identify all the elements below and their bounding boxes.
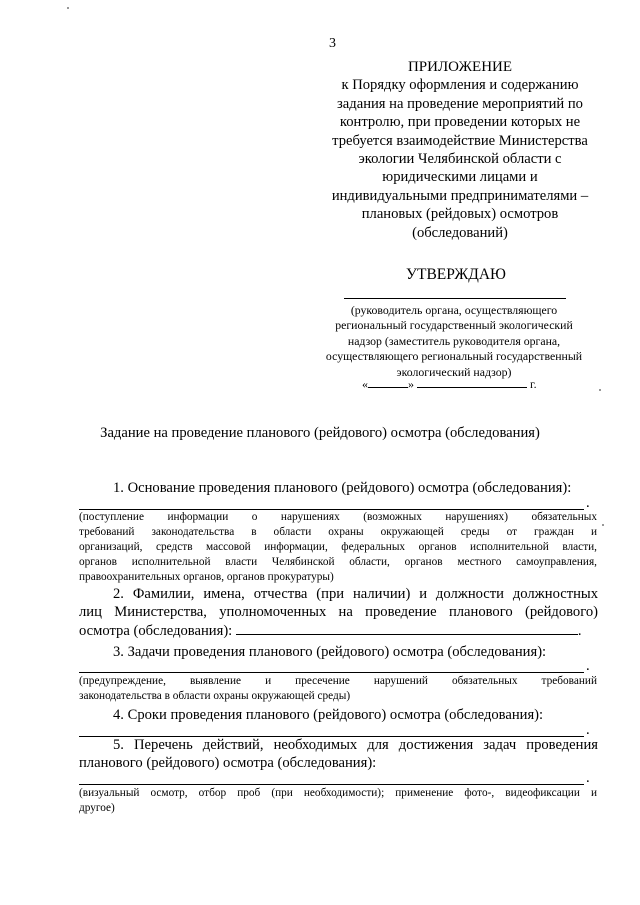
section-2-line-1: 2. Фамилии, имена, отчества (при наличии) и должности должностных: [113, 586, 598, 602]
section-4-heading: 4. Сроки проведения планового (рейдового) осмотра (обследования):: [113, 707, 544, 723]
note-line: правоохранительных органов, органов прокуратуры): [79, 570, 334, 583]
section-3-heading: 3. Задачи проведения планового (рейдового) осмотра (обследования):: [113, 644, 547, 660]
appendix-line: требуется взаимодействие Министерства: [332, 132, 588, 149]
section-1-note: [79, 510, 597, 585]
approver-line: региональный государственный экологический: [335, 318, 573, 333]
approver-line: (руководитель органа, осуществляющего: [350, 303, 558, 317]
date-quote-open: «: [362, 377, 368, 391]
section-2-line-2: лиц Министерства, уполномоченных на проведение планового (рейдового): [79, 604, 598, 620]
appendix-line: индивидуальными предпринимателями –: [331, 187, 589, 204]
section-3-fill-line: [79, 672, 584, 673]
section-2-line-3: [79, 622, 582, 640]
line-end-dot: .: [577, 623, 582, 639]
section-3-note: [79, 674, 597, 704]
section-2-fill-line: [236, 622, 578, 635]
appendix-line: юридическими лицами и: [382, 169, 538, 186]
note-line: законодательства в области охраны окружающей среды): [79, 689, 351, 702]
note-line: другое): [79, 801, 115, 814]
appendix-line: контролю, при проведении которых не: [339, 114, 581, 131]
scan-speck: [602, 524, 604, 526]
date-day-blank: [368, 376, 408, 388]
approval-date: [362, 376, 537, 392]
section-1-heading: 1. Основание проведения планового (рейдового) осмотра (обследования):: [113, 480, 572, 496]
note-line: требований законодательства в области охраны окружающей среды от граждан и: [79, 525, 597, 538]
signature-line: [344, 298, 566, 299]
scan-speck: [67, 7, 69, 9]
line-end-dot: .: [586, 658, 590, 674]
date-year-suffix: г.: [530, 377, 537, 391]
line-end-dot: .: [586, 722, 590, 738]
note-line: организаций, средств массовой информации, федеральных органов исполнительной власти,: [79, 540, 597, 553]
date-quote-close: »: [408, 377, 414, 391]
approver-line: осуществляющего региональный государственный: [325, 349, 583, 364]
appendix-line: плановых (рейдовых) осмотров: [361, 206, 559, 223]
appendix-line: (обследований): [412, 224, 508, 241]
line-end-dot: .: [586, 770, 590, 786]
appendix-line: к Порядку оформления и содержанию: [341, 77, 579, 94]
scan-speck: [599, 389, 601, 391]
document-title: Задание на проведение планового (рейдового) осмотра (обследования): [100, 425, 540, 441]
note-line: (визуальный осмотр, отбор проб (при необходимости); применение фото-, видеофиксации и: [79, 787, 597, 799]
note-line: (предупреждение, выявление и пресечение нарушений обязательных требований: [79, 675, 597, 687]
line-end-dot: .: [586, 495, 590, 511]
section-5-fill-line: [79, 784, 584, 785]
approver-description: [310, 303, 598, 380]
appendix-title: ПРИЛОЖЕНИЕ: [407, 59, 513, 75]
approver-line: экологический надзор): [396, 364, 512, 379]
appendix-line: экологии Челябинской области с: [358, 151, 562, 168]
appendix-block: [322, 58, 598, 242]
note-line: (поступление информации о нарушениях (возможных нарушениях) обязательных: [79, 511, 597, 523]
approver-line: надзор (заместитель руководителя органа,: [347, 333, 561, 348]
section-5-note: [79, 786, 597, 816]
date-month-year-blank: [417, 376, 527, 388]
approval-heading: УТВЕРЖДАЮ: [406, 266, 506, 283]
appendix-line: задания на проведение мероприятий по: [337, 95, 583, 112]
section-5-line-1: 5. Перечень действий, необходимых для достижения задач проведения: [113, 737, 598, 753]
note-line: органов исполнительной власти Челябинской области, органов местного самоуправления,: [79, 555, 597, 568]
section-2-line-3-text: осмотра (обследования):: [79, 623, 233, 639]
section-5-line-2: планового (рейдового) осмотра (обследования):: [79, 755, 377, 771]
page-number: 3: [329, 36, 336, 51]
